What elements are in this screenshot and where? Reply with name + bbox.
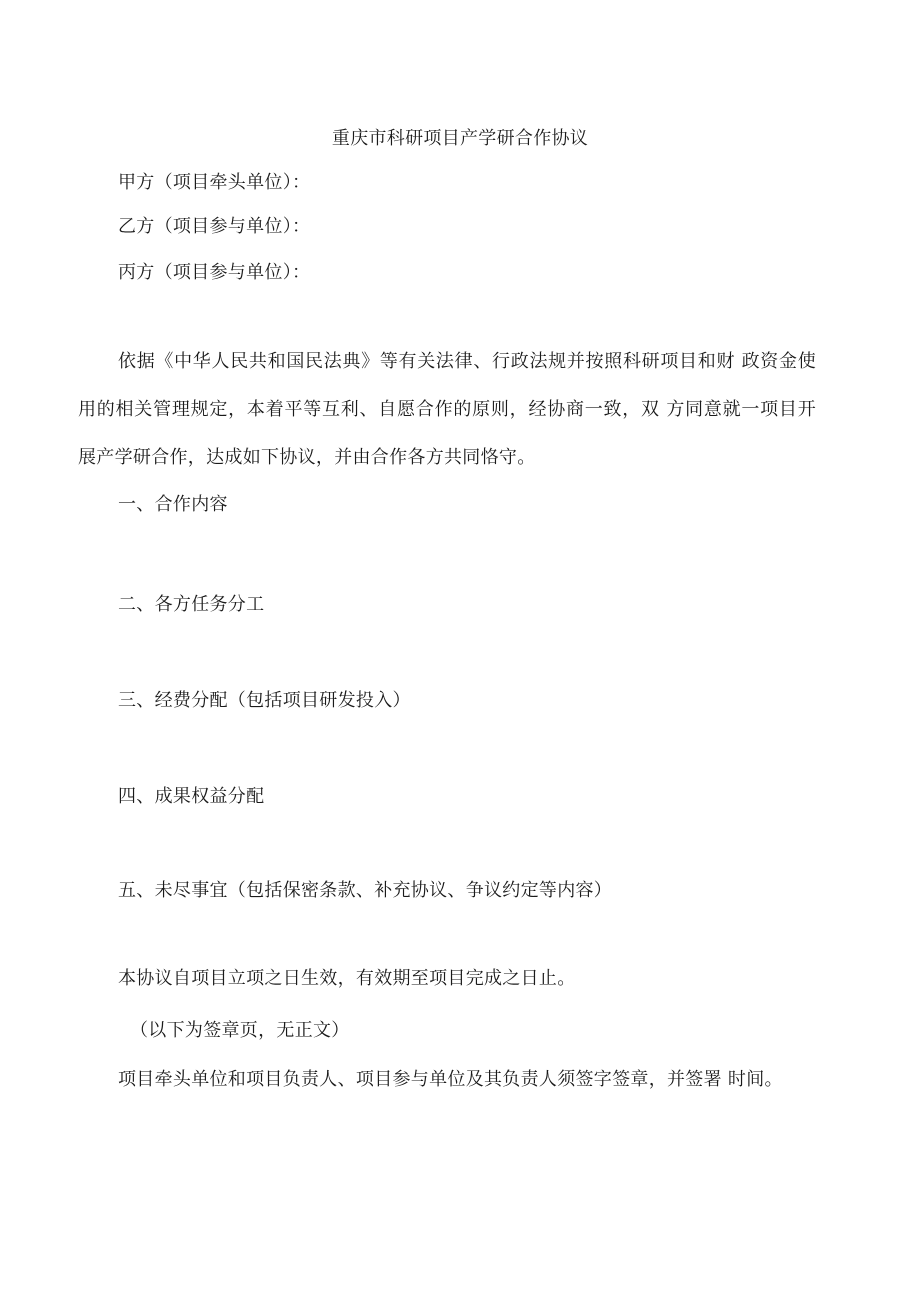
party-a-label: 甲方（项目牵头单位）： [118,172,311,193]
section-other-matters: 五、未尽事宜（包括保密条款、补充协议、争议约定等内容） [118,880,613,901]
party-c-label: 丙方（项目参与单位）： [118,262,311,283]
effective-clause: 本协议自项目立项之日生效，有效期至项目完成之日止。 [118,968,576,989]
signature-note: （以下为签章页，无正文） [130,1020,350,1041]
section-results-rights: 四、成果权益分配 [118,786,265,807]
section-task-division: 二、各方任务分工 [118,594,265,615]
party-b-label: 乙方（项目参与单位）： [118,216,311,237]
document-title: 重庆市科研项目产学研合作协议 [331,128,589,149]
section-funding-allocation: 三、经费分配（包括项目研发投入） [118,690,411,711]
section-cooperation-content: 一、合作内容 [118,494,228,515]
preamble-paragraph: 依据《中华人民共和国民法典》等有关法律、行政法规并按照科研项目和财 政资金使用的相关管理规定，本着平等互利、自愿合作的原则，经协商一致，双 方同意就一项目开展产学研合作，达成如下协议，并由合作各方共同恪守。 [78,351,816,468]
signature-instruction: 项目牵头单位和项目负责人、项目参与单位及其负责人须签字签章，并签署 时间。 [118,1069,783,1090]
